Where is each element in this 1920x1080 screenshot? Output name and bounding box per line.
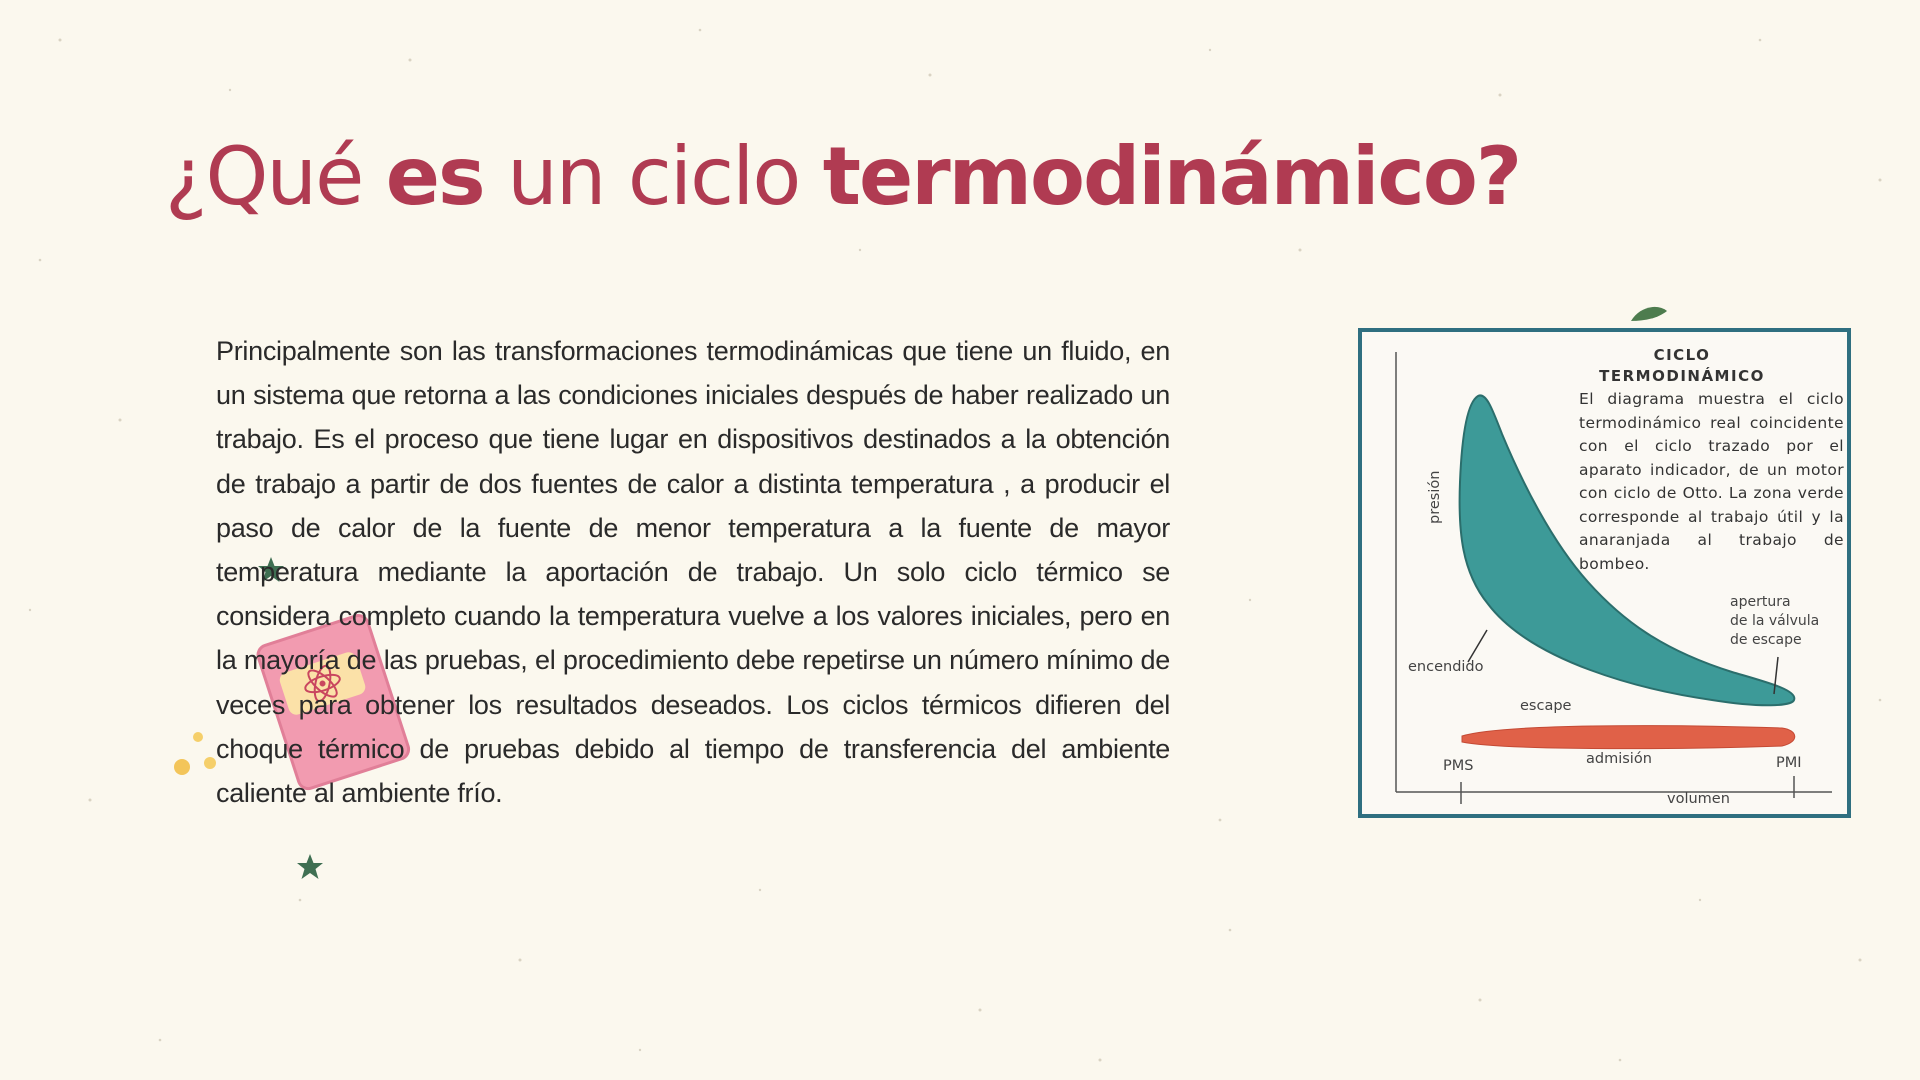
title-part-4: termodinámico? bbox=[822, 130, 1521, 223]
escape-label: escape bbox=[1520, 698, 1572, 714]
title-part-1: ¿Qué bbox=[165, 130, 386, 223]
title-part-3: un ciclo bbox=[483, 130, 823, 223]
thermodynamic-cycle-figure bbox=[1358, 328, 1851, 818]
volumen-label: volumen bbox=[1667, 791, 1730, 807]
figure-caption: El diagrama muestra el ciclo termodinámico real coincidente con el ciclo trazado por el aparato indicador, de un motor con ciclo de Otto. La zona verde corresponde al trabajo útil y la anaranjada al trabajo de bombeo. bbox=[1579, 390, 1844, 573]
apertura-label bbox=[1730, 593, 1819, 650]
green-star-icon bbox=[295, 852, 325, 882]
apertura-line-1: apertura bbox=[1730, 594, 1791, 610]
apertura-line-2: de la válvula bbox=[1730, 613, 1820, 629]
encendido-label: encendido bbox=[1408, 659, 1484, 675]
figure-title bbox=[1592, 345, 1772, 387]
body-paragraph: Principalmente son las transformaciones termodinámicas que tiene un fluido, en un sistema que retorna a las condiciones iniciales después de haber realizado un trabajo. Es el proceso que tiene lugar en dispositivos destinados a la obtención de trabajo a partir de dos fuentes de calor a distinta temperatura , a producir el paso de calor de la fuente de menor temperatura a la fuente de mayor temperatura mediante la aportación de trabajo. Un solo ciclo térmico se considera completo cuando la temperatura vuelve a los valores iniciales, pero en la mayoría de las pruebas, el procedimiento debe repetirse un número mínimo de veces para obtener los resultados deseados. Los ciclos térmicos difieren del choque térmico de pruebas debido al tiempo de transferencia del ambiente caliente al ambiente frío. bbox=[216, 336, 1170, 809]
pmi-label: PMI bbox=[1776, 755, 1802, 771]
slide-title bbox=[165, 130, 1520, 223]
figure-title-line-1: CICLO bbox=[1653, 346, 1711, 364]
pms-label: PMS bbox=[1443, 758, 1474, 774]
apertura-line-3: de escape bbox=[1730, 632, 1802, 648]
pumping-work-area bbox=[1462, 726, 1795, 749]
presion-label: presión bbox=[1427, 470, 1443, 524]
figure-title-line-2: TERMODINÁMICO bbox=[1599, 367, 1765, 385]
admision-label: admisión bbox=[1586, 751, 1652, 767]
green-leaf-icon bbox=[1627, 303, 1671, 325]
title-part-2: es bbox=[385, 130, 484, 223]
